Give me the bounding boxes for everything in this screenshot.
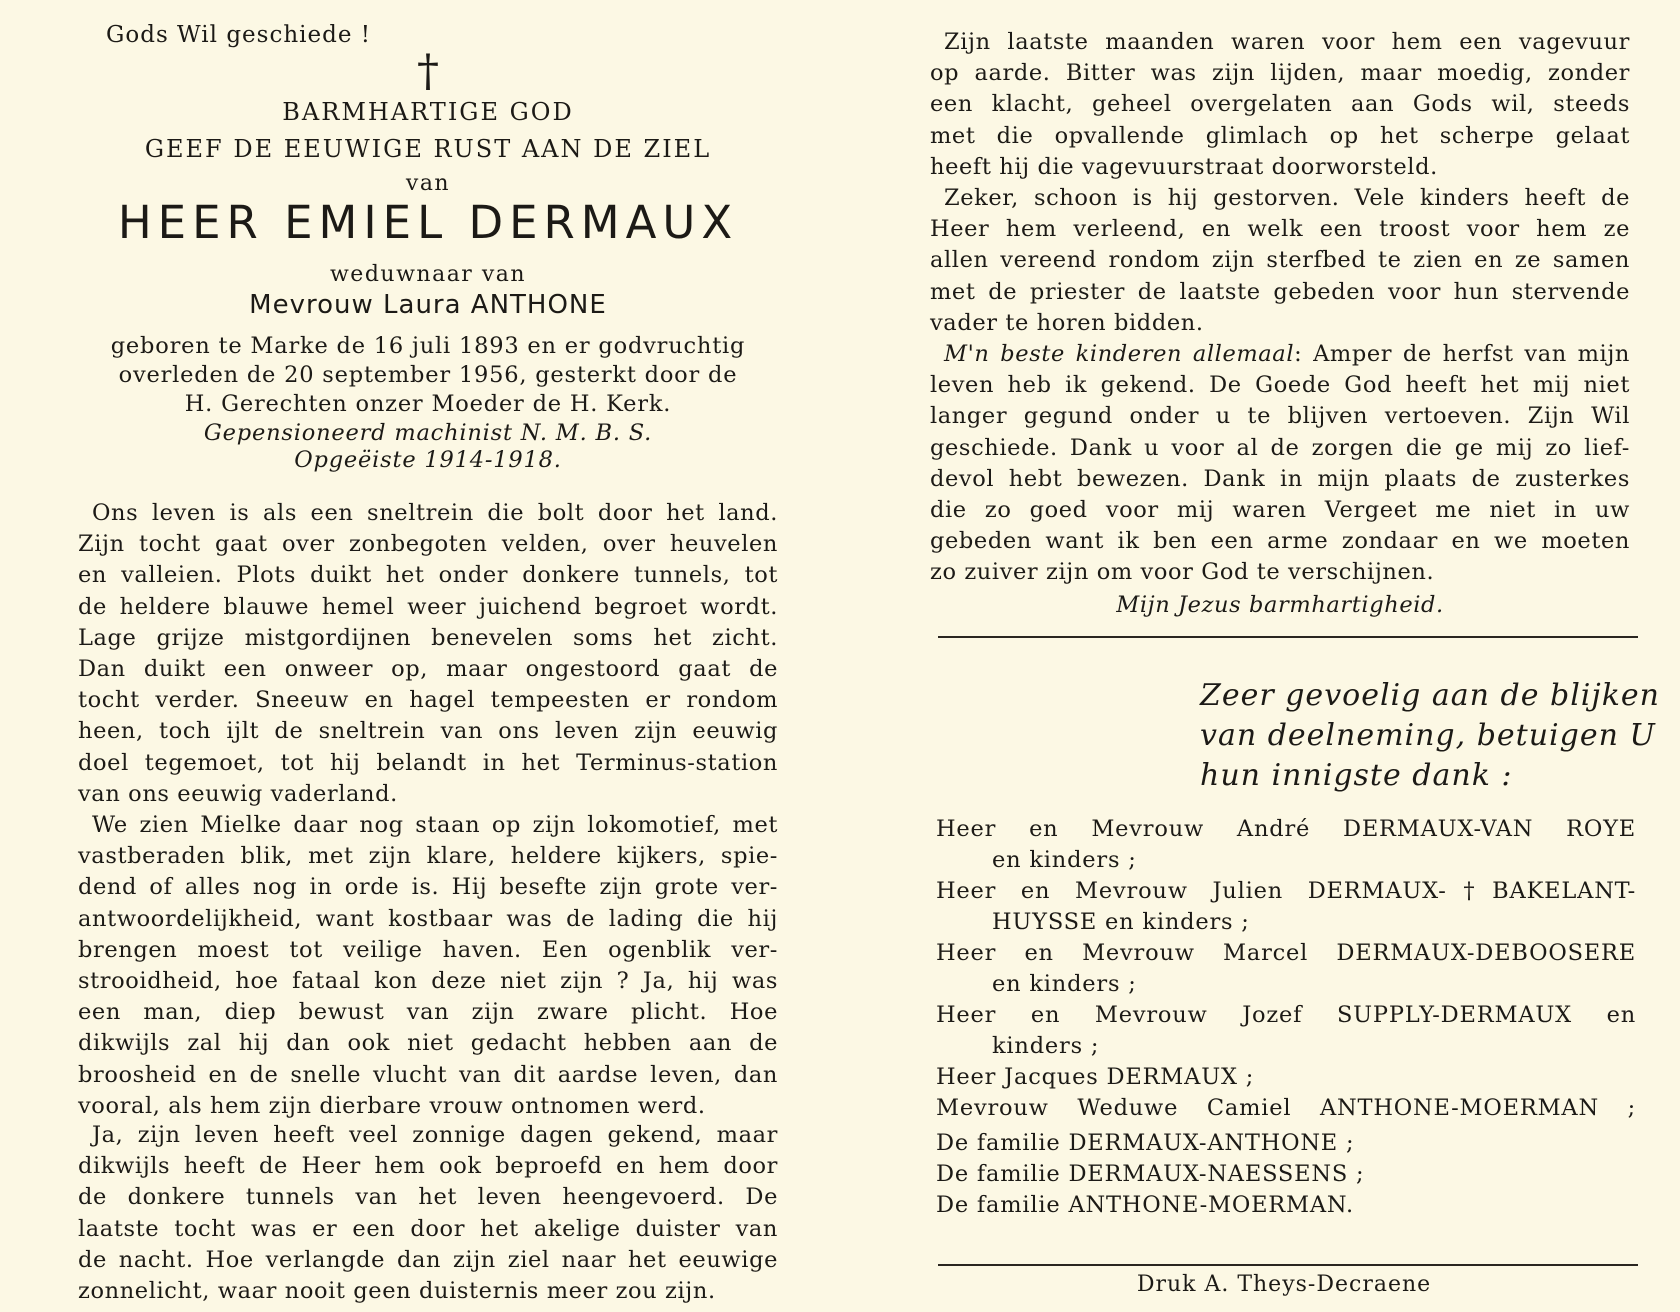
children-address: M'n beste kinderen allemaal [944, 341, 1295, 367]
cross-icon: † [417, 46, 439, 97]
family-entry-cont: en kinders ; [992, 847, 1137, 873]
children-address-rest: : Amper de herfst van mijn [1294, 341, 1631, 367]
text-line: langer gegund onder u te blijven vertoeven. Zijn Wil [930, 403, 1630, 430]
header-line-1: BARMHARTIGE GOD [282, 98, 574, 126]
van-text: van [405, 171, 451, 196]
text-line: dend of alles nog in orde is. Hij besefte zijn grote ver- [78, 874, 778, 901]
divider-top [938, 636, 1638, 638]
text-line: gebeden want ik ben een arme zondaar en we moeten [930, 528, 1630, 555]
text-line: Zeker, schoon is hij gestorven. Vele kinders heeft de [944, 185, 1630, 211]
paragraph-1 [78, 498, 778, 810]
text-line: van ons eeuwig vaderland. [78, 780, 398, 807]
text-line: vooral, als hem zijn dierbare vrouw ontnomen werd. [78, 1092, 706, 1119]
family-line: De familie ANTHONE-MOERMAN. [936, 1192, 1354, 1218]
text-line: strooidheid, hoe fataal kon deze niet zijn ? Ja, hij was [78, 968, 778, 995]
text-line: dikwijls zal hij dan ook niet gedacht hebben aan de [78, 1030, 778, 1057]
text-line: Lage grijze mistgordijnen benevelen soms het zicht. [78, 624, 778, 651]
text-line: zo zuiver zijn om voor God te verschijnen. [930, 559, 1435, 586]
widower-text: weduwnaar van [329, 262, 527, 287]
family-entry: Heer en Mevrouw Julien DERMAUX-†BAKELANT- [936, 878, 1636, 904]
text-line: Zijn tocht gaat over zonbegoten velden, over heuvelen [78, 531, 778, 558]
text-line: antwoordelijkheid, want kostbaar was de lading die hij [78, 905, 778, 932]
text-line: een klacht, geheel overgelaten aan Gods wil, steeds [930, 91, 1630, 118]
conscript-text: Opgeëiste 1914-1918. [294, 447, 562, 473]
family-line: De familie DERMAUX-ANTHONE ; [936, 1130, 1355, 1156]
text-line: brengen moest tot veilige haven. Een ogenblik ver- [78, 936, 778, 963]
text-line: vader te horen bidden. [930, 309, 1204, 336]
text-line: doel tegemoet, tot hij belandt in het Terminus-station [78, 749, 778, 776]
paragraph-r2 [930, 183, 1630, 339]
text-line: met de priester de laatste gebeden voor hun stervende [930, 278, 1630, 305]
text-line: op aarde. Bitter was zijn lijden, maar moedig, zonder [930, 60, 1630, 87]
text-line: vastberaden blik, met zijn klare, heldere kijkers, spie- [78, 843, 778, 870]
text-line: zonnelicht, waar nooit geen duisternis meer zou zijn. [78, 1278, 716, 1305]
families-list [936, 1128, 1636, 1221]
text-line: tocht verder. Sneeuw en hagel tempeesten er rondom [78, 687, 778, 714]
text-line: Heer hem verleend, en welk een troost voor hem ze [930, 216, 1630, 243]
family-entry: Heer Jacques DERMAUX ; [936, 1064, 1255, 1090]
paragraph-3 [78, 1120, 778, 1307]
family-entry: Heer en Mevrouw Jozef SUPPLY-DERMAUX en [936, 1002, 1636, 1028]
family-entry-cont: kinders ; [992, 1033, 1100, 1059]
family-list [936, 814, 1636, 1124]
profession-text: Gepensioneerd machinist N. M. B. S. [203, 420, 653, 446]
family-entry: Mevrouw Weduwe Camiel ANTHONE-MOERMAN ; [936, 1095, 1636, 1121]
text-line: dikwijls heeft de Heer hem ook beproefd en hem door [78, 1153, 778, 1180]
header-line-2: GEEF DE EEUWIGE RUST AAN DE ZIEL [144, 135, 712, 163]
bio-line: H. Gerechten onzer Moeder de H. Kerk. [184, 391, 672, 417]
text-line: laatste tocht was er een door het akelige duister van [78, 1215, 778, 1242]
text-line [930, 339, 1630, 370]
thanks-block [1200, 676, 1660, 796]
text-line: leven heb ik gekend. De Goede God heeft het mij niet [930, 372, 1630, 399]
family-entry: Heer en Mevrouw Marcel DERMAUX-DEBOOSERE [936, 940, 1636, 966]
thanks-line: van deelneming, betuigen U [1200, 718, 1656, 753]
printer-credit: Druk A. Theys-Decraene [1136, 1272, 1432, 1297]
bio-line: overleden de 20 september 1956, gesterkt door de [118, 362, 738, 388]
text-line: de nacht. Hoe verlangde dan zijn ziel naar het eeuwige [78, 1246, 778, 1273]
bio-line: geboren te Marke de 16 juli 1893 en er godvruchtig [110, 333, 746, 359]
text-line: en valleien. Plots duikt het onder donkere tunnels, tot [78, 562, 778, 589]
text-line: Ja, zijn leven heeft veel zonnige dagen gekend, maar [92, 1122, 778, 1148]
prayer-text: Mijn Jezus barmhartigheid. [1116, 592, 1444, 618]
family-entry: Heer en Mevrouw André DERMAUX-VAN ROYE [936, 816, 1636, 842]
gods-wil-text: Gods Wil geschiede ! [106, 22, 372, 48]
text-line: die zo goed voor mij waren Vergeet me niet in uw [930, 497, 1630, 524]
divider-bottom [938, 1264, 1638, 1266]
text-line: de heldere blauwe hemel weer juichend begroet wordt. [78, 593, 778, 620]
text-line: heeft hij die vagevuurstraat doorworsteld. [930, 153, 1438, 180]
text-line: een man, diep bewust van zijn zware plicht. Hoe [78, 999, 778, 1026]
paragraph-2 [78, 810, 778, 1122]
family-line: De familie DERMAUX-NAESSENS ; [936, 1161, 1365, 1187]
text-line: met die opvallende glimlach op het scherpe gelaat [930, 122, 1630, 149]
text-line: allen vereend rondom zijn sterfbed te zien en ze samen [930, 247, 1630, 274]
text-line: Zijn laatste maanden waren voor hem een vagevuur [944, 29, 1630, 55]
text-line: de donkere tunnels van het leven heengevoerd. De [78, 1184, 778, 1211]
text-line: Dan duikt een onweer op, maar ongestoord gaat de [78, 656, 778, 683]
deceased-name: HEER EMIEL DERMAUX [117, 196, 739, 249]
wife-name: Mevrouw Laura ANTHONE [249, 290, 607, 320]
text-line: broosheid en de snelle vlucht van dit aardse leven, dan [78, 1061, 778, 1088]
text-line: geschiede. Dank u voor al de zorgen die ge mij zo lief- [930, 434, 1630, 461]
family-entry-cont: en kinders ; [992, 971, 1137, 997]
thanks-line: Zeer gevoelig aan de blijken [1200, 678, 1660, 713]
text-line: devol hebt bewezen. Dank in mijn plaats de zusterkes [930, 465, 1630, 492]
paragraph-r1 [930, 27, 1630, 183]
text-line: Ons leven is als een sneltrein die bolt door het land. [92, 500, 778, 526]
family-entry-cont: HUYSSE en kinders ; [992, 909, 1250, 935]
paragraph-r3 [930, 339, 1630, 589]
thanks-line: hun innigste dank : [1200, 758, 1513, 793]
text-line: We zien Mielke daar nog staan op zijn lokomotief, met [92, 812, 778, 838]
text-line: heen, toch ijlt de sneltrein van ons leven zijn eeuwig [78, 718, 778, 745]
